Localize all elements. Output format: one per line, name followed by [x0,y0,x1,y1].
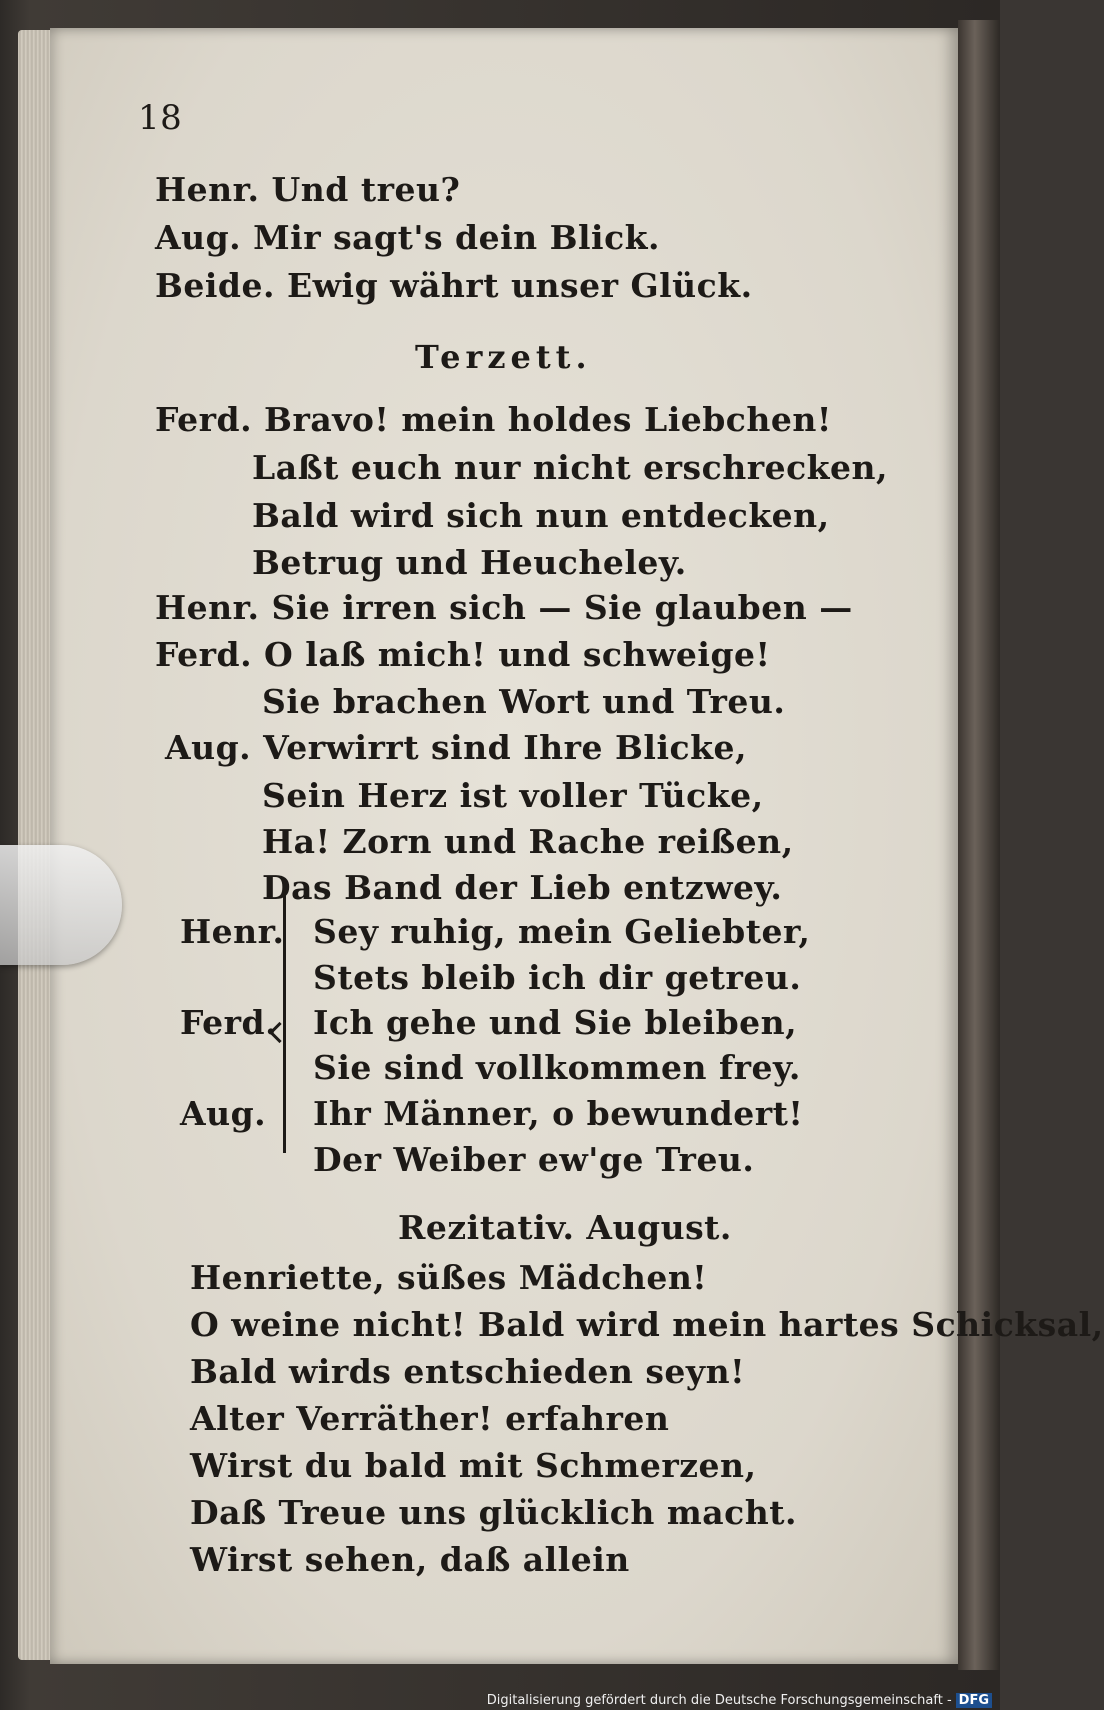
speaker-label: Henr. [180,912,285,951]
page-clip [0,845,122,965]
dfg-logo: DFG [956,1693,992,1708]
text-line: Sey ruhig, mein Geliebter, [313,912,811,951]
text-line: Aug. Verwirrt sind Ihre Blicke, [165,728,747,767]
text-line: Ferd. O laß mich! und schweige! [155,635,771,674]
text-line: Ha! Zorn und Rache reißen, [262,822,794,861]
text-line: Stets bleib ich dir getreu. [313,958,802,997]
text-line: Wirst du bald mit Schmerzen, [190,1446,757,1485]
text-line: Ferd. Bravo! mein holdes Liebchen! [155,400,832,439]
text-line: Sein Herz ist voller Tücke, [262,776,764,815]
footer-credit [487,1693,992,1708]
text-line: Ich gehe und Sie bleiben, [313,1003,798,1042]
text-line: Aug. Mir sagt's dein Blick. [155,218,661,257]
speaker-label: Ferd. [180,1003,278,1042]
speaker-label: Aug. [180,1094,267,1133]
text-line: Der Weiber ew'ge Treu. [313,1140,755,1179]
text-line: Laßt euch nur nicht erschrecken, [252,448,889,487]
section-heading: Rezitativ. August. [398,1208,732,1247]
text-line: Alter Verräther! erfahren [190,1399,670,1438]
text-line: Bald wirds entschieden seyn! [190,1352,746,1391]
text-line: Sie sind vollkommen frey. [313,1048,801,1087]
footer-text: Digitalisierung gefördert durch die Deutsche Forschungsgemeinschaft - [486,1693,952,1708]
text-line: O weine nicht! Bald wird mein hartes Schicksal, [190,1305,1104,1344]
text-line: Das Band der Lieb entzwey. [262,868,783,907]
text-line: Wirst sehen, daß allein [190,1540,630,1579]
text-line: Betrug und Heucheley. [252,543,687,582]
page-number: 18 [138,98,183,138]
ensemble-brace [283,895,300,1153]
section-heading: Terzett. [415,338,592,376]
book-spine-shadow [958,20,1000,1670]
text-line: Henr. Sie irren sich — Sie glauben — [155,588,853,627]
text-line: Sie brachen Wort und Treu. [262,682,786,721]
text-line: Daß Treue uns glücklich macht. [190,1493,797,1532]
text-line: Beide. Ewig währt unser Glück. [155,266,753,305]
text-line: Bald wird sich nun entdecken, [252,496,830,535]
text-line: Henriette, süßes Mädchen! [190,1258,708,1297]
text-line: Henr. Und treu? [155,170,461,209]
text-line: Ihr Männer, o bewundert! [313,1094,804,1133]
